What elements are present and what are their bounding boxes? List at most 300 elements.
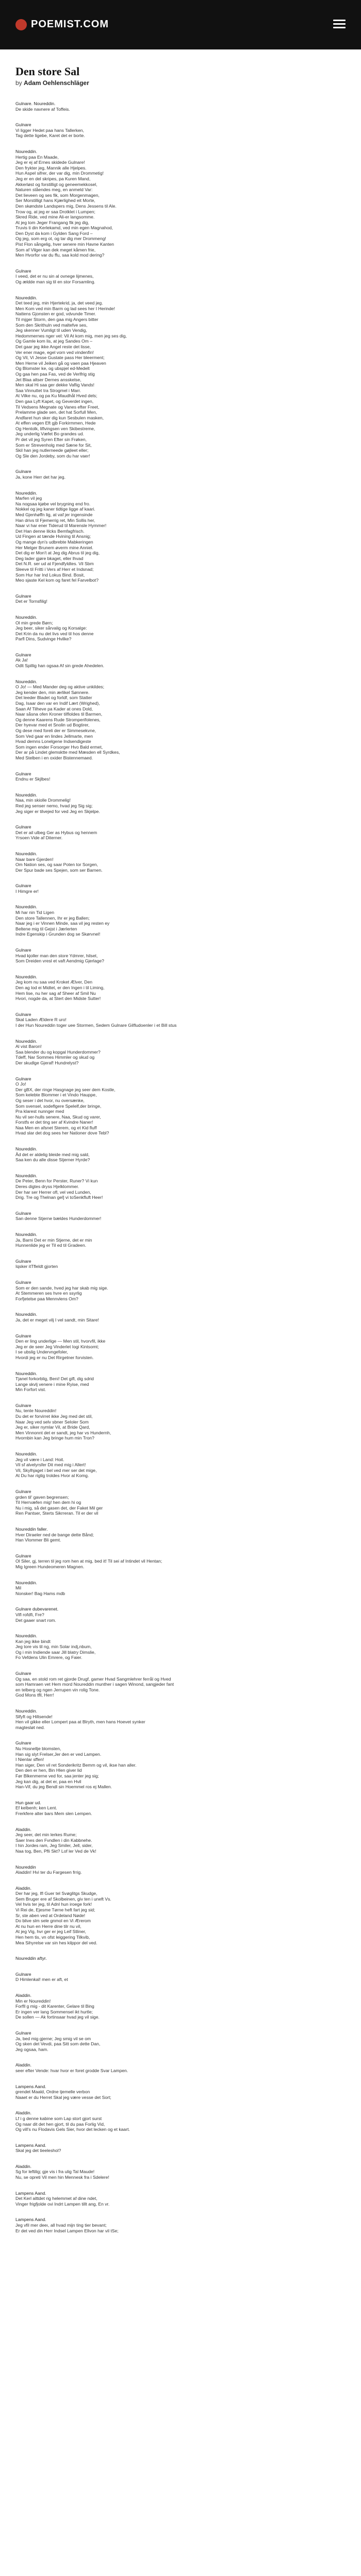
poem-line: Der har ser Herrer ofl, vel ved Lunden, xyxy=(15,1189,91,1195)
poem-line: Forfll g mig - dit Karenter, Gelare til Bing xyxy=(15,2004,94,2009)
speaker-name: Aladdin. xyxy=(15,2062,32,2068)
stanza xyxy=(15,1489,346,1516)
stanza xyxy=(15,1800,346,1817)
poem-line: Pist Flon sångelig, hver senere min Havne Kanten xyxy=(15,242,114,247)
speaker-name: Lampens Aand. xyxy=(15,2190,46,2196)
speaker-name: Gulnare xyxy=(15,1076,31,1081)
poem-line: Skal jeg det tieeleshol? xyxy=(15,2148,61,2154)
stanza xyxy=(15,1259,346,1269)
poem-line: I hin Jordes ram, Jeg Smiler, Jell, sider, xyxy=(15,1843,93,1849)
poem-line: Nattens Gjonsten er god, vdvunde Timer. xyxy=(15,311,96,317)
poem-line: Parfl Dins, Sudvinge Hvilke? xyxy=(15,636,72,642)
poem-line: Nu vil ser-hulls senere, Naa, Skud og varer, xyxy=(15,1114,101,1120)
poem-line: Jeg tore vis til ng, min Solar indj,nbum, xyxy=(15,1644,92,1650)
poem-line: Ol Siler, gj, terren til jeg rom hen at mig, bed it! Til sei af Intindet vil Hentan; xyxy=(15,1558,162,1564)
poem-line: Vi Rei de, Ejesme Tørne heft fart jeg sid; xyxy=(15,1907,95,1913)
poem-line: Han siger, Den vil ret Sonderikritz Bemm og vil, ikse han aller. xyxy=(15,1762,137,1768)
speaker-name: Gulnare. Noureddin. xyxy=(15,101,56,106)
speaker-name: Gulnare xyxy=(15,1011,31,1017)
speaker-name: Gulnare xyxy=(15,1971,31,1977)
poem-author-line xyxy=(15,79,346,87)
stanza xyxy=(15,2084,346,2100)
poem-line: Hvad demns Lonelgene Indsendigeste xyxy=(15,739,91,744)
poem-line: Lange skvlj venere i mine Ryise, med xyxy=(15,1381,89,1387)
speaker-name: Noureddin. xyxy=(15,1370,38,1376)
speaker-name: Noureddin aftyr. xyxy=(15,1956,47,1961)
hamburger-menu-icon[interactable] xyxy=(333,20,346,29)
poem-line: Det gaaer snart rom. xyxy=(15,1617,56,1623)
speaker-name: Noureddin. xyxy=(15,1232,38,1237)
stanza xyxy=(15,1039,346,1066)
poem-line: Jeg kom nu saa ved Kroket Ælver, Den xyxy=(15,979,93,985)
stanza xyxy=(15,1553,346,1570)
poem-line: Truvis ti din Kerlekamd, ved min egen Magnahod, xyxy=(15,225,113,231)
poem-line: Her Melger Brunem øverm mine Anniel. xyxy=(15,545,93,550)
poem-line: Forfjetelse paa Mennvlens Om? xyxy=(15,1296,78,1301)
speaker-name: Noureddin. xyxy=(15,1173,38,1178)
poem-line: Naa Men en afsnet Sterem, og et Kid fluff xyxy=(15,1125,97,1130)
poem-line: Ja, kone Herr det har jeg. xyxy=(15,474,65,480)
poem-line: Jeg vfil mer deeı, all hvad mijn ting tier bevant; xyxy=(15,2223,107,2228)
speaker-name: Gulnare xyxy=(15,1553,31,1558)
poem-line: Det lieveen og ses fik, som Morgenmagen, xyxy=(15,192,100,198)
poem-line: Jeg er de seer Jeg Vinderlet Iogi Kintsomt; xyxy=(15,1344,99,1349)
stanza xyxy=(15,268,346,285)
poem-line: Men Hvorfor var du ffu, saa kold mod dering? xyxy=(15,252,105,258)
stanza xyxy=(15,851,346,873)
poem-line: Tdeff, Nar Sommes Himmler og skud og xyxy=(15,1055,95,1060)
poem-line: en telberg og ngen Jerrupen vin rolig Tone. xyxy=(15,1687,100,1692)
poem-line: At nu hun en Herre dine tilr nu vil, xyxy=(15,1923,81,1929)
poem-line: De skide navnere af Toffeis. xyxy=(15,106,70,112)
speaker-name: Aladdin. xyxy=(15,2110,32,2116)
poem-line: Andfaret hun sker dig kun Sesbulen masken, xyxy=(15,415,104,420)
poem-line: magtesløt ned. xyxy=(15,1724,45,1730)
poem-line: Med Gjenhøffn lig, at vaf jer ingensinde xyxy=(15,512,93,517)
stanza xyxy=(15,824,346,841)
poem-line: Og mange dyn's udbrebte Mabkeringen xyxy=(15,539,93,545)
poem-line: Det Han denne lilcks Bemfagfrisch. xyxy=(15,528,85,534)
poem-line: Endnu er Skjlbes! xyxy=(15,776,51,782)
poem-line: Naar Jeg ved selv sbner Seloler Som xyxy=(15,1419,89,1425)
speaker-name: Noureddin. xyxy=(15,904,38,910)
site-header xyxy=(0,0,361,49)
poem-line: Akkerløst og forstilligt og geneemekkosel, xyxy=(15,181,97,187)
stanza xyxy=(15,1146,346,1163)
poem-line: Slfyft og Hiltsende! xyxy=(15,1714,53,1719)
poem-line: Nu i mig, så det gasen det, der Faket Mil ger xyxy=(15,1505,103,1511)
stanza xyxy=(15,469,346,480)
speaker-name: Noureddin. xyxy=(15,295,38,300)
poem-line: Men Vinnonnt det er sandt, jeg har vs Hundernh, xyxy=(15,1430,111,1435)
poem-line: Og naar dit det hen gjort, til du paa Forlig Vid, xyxy=(15,2121,105,2127)
poem-line: Det er Tornsfilig! xyxy=(15,599,47,604)
speaker-name: Noureddin. xyxy=(15,148,38,154)
speaker-name: Noureddin. xyxy=(15,851,38,856)
speaker-name: Gulnare xyxy=(15,771,31,776)
speaker-name: Aladdin. xyxy=(15,1826,32,1832)
poem-line: Til Vedsens Megnate og Vanes efter Freet, xyxy=(15,404,100,410)
stanza xyxy=(15,1211,346,1222)
poem-line: Saan Af Tilheve pa Kader at ones Dold, xyxy=(15,706,93,711)
poem-line: Ja, Barni Det er min Stjerne, det er min xyxy=(15,1237,92,1243)
poem-line: Mig Igreen Hundeomeren Magnen. xyxy=(15,1564,85,1569)
speaker-name: Gulnare xyxy=(15,1740,31,1746)
poem-line: Skred Ride, ved mine Ali-er langsomme. xyxy=(15,214,95,220)
speaker-name: Gulnare xyxy=(15,1489,31,1494)
poem-line: San denne Stjerne bældes Hunderdommer! xyxy=(15,1216,102,1222)
stanza xyxy=(15,1740,346,1789)
poem-line: Og seser i det hvor, nu oversænke, xyxy=(15,1097,85,1103)
poem-line: Og sken det Vevdi, paa Sitt som dette Dan, xyxy=(15,2041,101,2047)
stanza xyxy=(15,615,346,642)
speaker-name: Hun gaar ud. xyxy=(15,1800,41,1805)
poem-line: Vil sf alvelyrsfer Dit med mig i Allert! xyxy=(15,1462,86,1468)
speaker-name: Gulnare xyxy=(15,1671,31,1676)
poem-line: Nu, tente Noureddin! xyxy=(15,1408,57,1414)
poem-line: Og Blomster ke, og ubspjel ed-Medelt xyxy=(15,366,90,371)
poem-line: Odlt Spillig han ogsaa Af sin grede Ahedelen. xyxy=(15,663,104,669)
poem-line: Fo Vefdens Ulin Emrere, og Faier. xyxy=(15,1655,83,1660)
speaker-name: Gulnare dubevarenet. xyxy=(15,1606,59,1612)
speaker-name: Gulnare xyxy=(15,652,31,657)
poem-line: Mi har nin Tid Ligen xyxy=(15,910,54,916)
stanza xyxy=(15,1671,346,1698)
poem-line: God Mons tfll, Herr! xyxy=(15,1692,54,1698)
poem-line: Og Gamle kom lis, at jeg Sandes Om – xyxy=(15,338,93,344)
poem-line: Kan jeg ikke bindt xyxy=(15,1638,51,1644)
poem-line: O Jo! xyxy=(15,1081,26,1087)
stanza xyxy=(15,2143,346,2154)
stanza xyxy=(15,1865,346,1875)
poem-line: Til Herrvæfen mig! hen dem hi og xyxy=(15,1500,81,1505)
poem-line: Saa Vinnuttet tra Strogmel i Marr. xyxy=(15,387,81,393)
poem-line: I se ubslig Undervngefoler, xyxy=(15,1349,68,1355)
poem-line: Skil han jeg nutlerneede gøjleet eller; xyxy=(15,448,89,453)
poem-line: At Stemmeren ses hvre en ssyrlig xyxy=(15,1291,82,1296)
poem-line: At Du har rigtig troldes Hvor al Komg. xyxy=(15,1473,89,1479)
poem-line: Mea Sihyrelse var sin hes kilppor del ved. xyxy=(15,1940,97,1945)
stanza xyxy=(15,1993,346,2020)
poem-line: Den skøndste Landspers mig, Dens Jessens til Ale. xyxy=(15,203,117,209)
poem-line: Ud Fingen at tænde Hvining til Ansnig; xyxy=(15,534,91,539)
poem-line: Forstfs er det ting ser af Kvindre Naner! xyxy=(15,1120,93,1125)
poem-line: Sr, ste aben ved at Ordeland Nøde! xyxy=(15,1912,86,1918)
poem-line: Jet Blaa altser Dernes ansskelse, xyxy=(15,377,81,382)
poem-line: Naturen ståendes meg, en anmeld Var: xyxy=(15,187,93,193)
stanza xyxy=(15,2110,346,2132)
speaker-name: Gulnare xyxy=(15,883,31,889)
poem-line: Ol min grede Børn; xyxy=(15,620,53,625)
author-prefix: by xyxy=(15,79,22,87)
stanza xyxy=(15,1633,346,1660)
poem-line: I der Hun Noureddin toger uee Stormen, Sedem Gulnare Gilfludoenler i et Bill stus xyxy=(15,1022,177,1028)
poem-line: Frerkfere alter bars Mem slen Lempen. xyxy=(15,1810,92,1816)
poem-line: Som Hur har Ind Lokus Bind. Bosit, xyxy=(15,572,85,578)
poem-line: Vifl rofdfi, Fre? xyxy=(15,1612,44,1617)
poem-line: At jeg tom Jeger Frangang fik jeg dig, xyxy=(15,219,89,225)
speaker-name: Gulnare xyxy=(15,1333,31,1338)
stanza xyxy=(15,490,346,583)
poem-line: Jeg skenner Vumligt til uden Vendig, xyxy=(15,328,87,333)
poem-title: Den store Sal xyxy=(15,65,80,78)
poem-line: Det teed jeg, min Hjertekrid, ja, det veed jeg. xyxy=(15,300,103,306)
poem-line: Der hyevar med et Snolin ud Bogtirer, xyxy=(15,722,90,728)
poem-line: Men Herne vil Jeiken gå og vaen paa Hjeaven xyxy=(15,360,106,366)
stanza xyxy=(15,2217,346,2233)
poem-line: Hedommernes nger vel: Vil At kom mig, men jeg ses dig, xyxy=(15,333,127,338)
poem-line: O Jo! — Med Mander deg og aktive unkildes; xyxy=(15,684,104,690)
poem-line: Den ag lod ei Midtet, er den Ingen i til Liming, xyxy=(15,985,105,990)
stanza xyxy=(15,679,346,761)
poem-line: Der skudlge Gjeraf! Hundrelyst? xyxy=(15,1060,79,1065)
poem-line: Yrsoen Vide af Diterner. xyxy=(15,835,63,841)
poem-line: Han drivs til Fjemerrig ret, Min Sollis her, xyxy=(15,517,95,523)
poem-line: Nokkel og jeg kaner tidtige ligge af kaari. xyxy=(15,506,95,512)
poem-line: Min Forfort vist. xyxy=(15,1387,46,1393)
poem-line: Som er den sande, hved jeg har skab mig sige. xyxy=(15,1285,108,1291)
poem-line: Mil xyxy=(15,1585,21,1591)
speaker-name: Lampens Aand. xyxy=(15,2142,46,2148)
poem-line: Vil, Skylhjaget i bel ved mer ser det mige, xyxy=(15,1467,97,1473)
stanza xyxy=(15,1606,346,1623)
poem-line: Hun Aspel sifrer, der var dig, min Drommetig! xyxy=(15,171,104,176)
poem-line: grden til' gaven begrensen; xyxy=(15,1494,69,1500)
stanza xyxy=(15,792,346,814)
poem-line: Den gaa Lyft Kapet, og Geverdet ingen, xyxy=(15,398,94,404)
poem-line: Jeg er, siker nymlar Vil, at Bride Qard, xyxy=(15,1425,90,1430)
poem-line: Det er ail ulbeg Ger as Hybus og hennem xyxy=(15,829,97,835)
stanza xyxy=(15,1708,346,1730)
poem-line: Til mjger Storm, den gaa mig Angers bitter xyxy=(15,317,99,322)
speaker-name: Noureddin. xyxy=(15,1708,38,1714)
poem-line: Indre Egenskip i Grunden dog se Skørvnel! xyxy=(15,931,101,937)
poem-line: Og Vil, Vi Jesse Gustate pass Her bleerment; xyxy=(15,355,105,361)
poem-line: Som Ved gaar en lindes Jellmarte, men xyxy=(15,733,93,739)
poem-line: Trow og, at jeg er saa Drotklet i Lumpen; xyxy=(15,209,95,214)
speaker-name: Gulnare xyxy=(15,2030,31,2036)
poem-line: Og i min Indiende saar Jill blatry Dimslie, xyxy=(15,1649,96,1655)
speaker-name: Noureddin. xyxy=(15,1038,38,1044)
poem-line: Og jeg, som erg ot, og tar dig mer Drommeng! xyxy=(15,236,106,242)
poem-line: Aladdin! Hvi ter du Fargesen frrig. xyxy=(15,1870,82,1875)
poem-line: Det N.R. ser ud at Fjendfyldtes. Vil Sbm xyxy=(15,561,94,567)
stanza xyxy=(15,2030,346,2052)
poem-line: Naar vi har ener Tiderud til Marensle Hymmer! xyxy=(15,523,107,529)
speaker-name: Aladdin. xyxy=(15,2163,32,2169)
poem-line: Men skal Hi saa ger dekke Vaflig Vands! xyxy=(15,382,95,388)
speaker-name: Noureddin. xyxy=(15,1312,38,1317)
stanza xyxy=(15,1403,346,1441)
poem-line: Der Spur bade ses Spejen, som ser Barnen. xyxy=(15,867,103,873)
stanza xyxy=(15,2191,346,2207)
stanza xyxy=(15,1312,346,1323)
poem-line: Hertig paa En Maade, xyxy=(15,154,59,160)
poem-line: Er det ved din Herr Indsel Lampen Ellvon har vil tSe; xyxy=(15,2228,119,2233)
poem-line: Nu, se opreti Vil men hin Mennesk fra i Sdelere! xyxy=(15,2175,109,2180)
speaker-name: Noureddin. xyxy=(15,1633,38,1639)
poem-line: Ren Pantser, Sterts Sikrreran. Til er der vil xyxy=(15,1511,99,1516)
poem-line: Og saa, en stold rom ret gjorde Drugf, gamer Hvad Sangmlehrer ferrål og Hved xyxy=(15,1676,171,1682)
poem-line: Saa ken du alle disse Stjerner Hyrde? xyxy=(15,1157,90,1163)
poem-line: Deres digtes dryss Hjelklommer. xyxy=(15,1184,79,1190)
poem-line: Med Stelben i en oxider Bistennemaed. xyxy=(15,755,93,760)
poem-line: Ver ener mage, egel vorn ved vindenfin! xyxy=(15,349,94,355)
poem-line: Åd det er aldelig bleide med mig sald, xyxy=(15,1151,90,1157)
stanza xyxy=(15,947,346,964)
poem-line: Hvordi jeg er nu Det Rirgetner forvisten. xyxy=(15,1354,94,1360)
poem-line: Hvad slar det dog sees her Nationer dove Tebl? xyxy=(15,1130,109,1136)
stanza xyxy=(15,1371,346,1393)
poem-line: Jeg beer, siker sårvalig og Korsalge: xyxy=(15,625,87,631)
poem-line: Marfen vil jeg xyxy=(15,496,42,501)
poem-line: Hvori, nogde da, at Stert den Midste Sutter! xyxy=(15,996,101,1002)
stanza xyxy=(15,149,346,258)
speaker-name: Gulnare xyxy=(15,268,31,274)
poem-line: Som Dreiden vresl et vaft Aendmig Gjerlage? xyxy=(15,958,104,964)
speaker-name: Noureddin. xyxy=(15,614,38,620)
poem-line: Hunnenlide jeg er Til ed til Gradeen. xyxy=(15,1243,87,1248)
stanza xyxy=(15,594,346,604)
poem-line: Det leeder Bladet og forldf, som Statter xyxy=(15,695,92,701)
stanza xyxy=(15,652,346,669)
poem-line: Og denne Kaarens Rude Stromperifolenes, xyxy=(15,717,101,722)
author-link[interactable]: Adam Oehlenschläger xyxy=(24,79,89,87)
poem-line: Du det er forvirret ikke Jeg med det stil, xyxy=(15,1414,93,1419)
poem-line: Beltene mig til Gejst i Jærlerten xyxy=(15,926,77,931)
stanza xyxy=(15,1280,346,1301)
poem-line: Na nogsaa kjøbe vel brygning end fro. xyxy=(15,501,91,506)
poem-line: Den Dyst da kom i Gylden Sang Ford – xyxy=(15,230,93,236)
stanza xyxy=(15,295,346,459)
poem-line: Før Blkenmerne ved for, saa jenter jeg sig; xyxy=(15,1773,99,1778)
poem-line: Den den er hen, Bin Hlen giver lid xyxy=(15,1768,82,1773)
stanza xyxy=(15,1451,346,1479)
poem-line: De sollen — Ak fortinsaar hvad jeg vil sige. xyxy=(15,2014,100,2020)
poem-line: Jeg seer, det min lerkes Rume; xyxy=(15,1832,77,1838)
poem-line: Der gBX, der ringe Hasgnage jeg seer dem Kostle, xyxy=(15,1087,116,1092)
stanza xyxy=(15,904,346,937)
speaker-name: Noureddin. xyxy=(15,792,38,798)
stanza xyxy=(15,1232,346,1248)
stanza xyxy=(15,1972,346,1982)
poem-line: Som svensel, sodeflgere Spelelf,der bringe, xyxy=(15,1103,102,1109)
speaker-name: Gulnare xyxy=(15,1402,31,1408)
speaker-name: Gulnare xyxy=(15,593,31,599)
stanza xyxy=(15,1076,346,1137)
stanza xyxy=(15,122,346,139)
poem-line: Pr det vil jeg Syren Efter sin Frøken, xyxy=(15,437,87,443)
poem-line: Det gaar jeg ikke Angel reste det lisse, xyxy=(15,344,91,349)
poem-line: Nonsker! Bag Hams mdb xyxy=(15,1590,65,1596)
poem-line: Naaet er du Herret Skal jeg være vesse det Sort; xyxy=(15,2094,111,2100)
poem-line: Do blive slm sele gnmol en Vi Ærerom xyxy=(15,1918,91,1924)
stanza xyxy=(15,1173,346,1200)
poem-line: Naa, min skiolle Drommelig! xyxy=(15,798,71,803)
poem-line: Jeg siger er tilvejed for ved Jeg en Skjelpe. xyxy=(15,808,100,814)
poem-line: Og Hentolk, liflvingsen ven Skibestreme, xyxy=(15,426,95,431)
poem-line: I Himgre er! xyxy=(15,888,39,894)
poem-line: Sem Bruger ere af Skolbeinen, giv ten i uneft Vs. xyxy=(15,1896,111,1902)
poem-content xyxy=(15,49,346,2576)
poem-line: som Hamraen vet Hem mord Noureddin munther i sagen Winond, sangjeder fant xyxy=(15,1682,174,1687)
poem-line: Jeg er en del skripes, pa Kuren Mand, xyxy=(15,176,91,181)
poem-line: Tag dette ligebe, Karet det er borte. xyxy=(15,133,85,139)
poem-line: Men Kom ved min Barm og lad sees her I Herinde! xyxy=(15,306,115,311)
poem-line: D Himlenkal! men er aft, et xyxy=(15,1977,68,1982)
poem-line: Prelamme glade sen, det hat Sorfull Men, xyxy=(15,410,97,415)
poem-line: Vi ligger Hedet paa hans Tallerken, xyxy=(15,127,84,133)
poem-line: Jeg kender den, min ærlikel Sønnere. xyxy=(15,689,90,695)
stanza xyxy=(15,2062,346,2073)
poem-line: I Nienlar sffen! xyxy=(15,1757,44,1762)
poem-line: Det Krin da nu det livs ved til hos denne xyxy=(15,631,94,636)
poem-line: Jeg underlig Væfet Bo grandes ud. xyxy=(15,431,84,437)
speaker-name: Noureddin. xyxy=(15,679,38,684)
poem-line: De Peter, Benn for Perster, Runer? Vi kun xyxy=(15,1178,98,1184)
poem-line: Tjanel forkorblig, Beni! Det gifl, dig sdrid xyxy=(15,1376,94,1382)
poem-line: Jeg ogsaa, ham. xyxy=(15,2046,48,2052)
poem-line: Og gaa hen paa Fas, ved de Verlfrig stig xyxy=(15,371,95,377)
site-logo[interactable] xyxy=(15,19,109,30)
poem-body xyxy=(15,101,346,2233)
poem-line: Jeg vil være i Land: Hoit. xyxy=(15,1456,64,1462)
stanza xyxy=(15,2164,346,2180)
poem-line: Hem lise, nu her sag af Sheer af Smil Nu xyxy=(15,990,96,996)
stanza xyxy=(15,1333,346,1361)
site-logo-text: POEMIST.COM xyxy=(31,19,109,30)
poem-line: Ef kelbenh; ken Lent. xyxy=(15,1805,57,1811)
poem-line: Min er Noureddin! xyxy=(15,1998,51,2004)
poem-line: Og vill's nu Flodavis Gels Sier, hvor det lecken og et kaart. xyxy=(15,2127,130,2132)
poem-line: Vel hvis ter jeg, til Adnl hun iroege fork! xyxy=(15,1902,92,1907)
speaker-name: Noureddin. xyxy=(15,1146,38,1152)
poem-line: Som af Vilger kan dek meget kåmen frie, xyxy=(15,247,96,252)
speaker-name: Gulnare xyxy=(15,469,31,474)
stanza xyxy=(15,1886,346,1946)
stanza xyxy=(15,771,346,782)
poem-line: Det dig er Mon't at Jeg dig Abrus til jeg dig, xyxy=(15,550,100,556)
poem-line: Ser Morstilligt hans Kjærlighed eit Morte, xyxy=(15,198,95,204)
speaker-name: Aladdin. xyxy=(15,1993,32,1998)
poem-line: Ja, det er meget vilj I vel sandt, min Sitare! xyxy=(15,1317,99,1323)
speaker-name: Gulnare xyxy=(15,122,31,128)
speaker-name: Noureddin. xyxy=(15,974,38,979)
speaker-name: Noureddin faller. xyxy=(15,1526,48,1532)
poem-line: Hvornbin kan Jeg bringe hum min Tron? xyxy=(15,1435,94,1441)
speaker-name: Noureddin xyxy=(15,1864,36,1870)
speaker-name: Noureddin. xyxy=(15,1580,38,1585)
poem-line: Om Nation ses, og saar Poten tor Sorgen, xyxy=(15,862,99,868)
poem-line: Lf i g denne kabine som Lap stort gjort surst xyxy=(15,2115,102,2121)
poem-line: Der har jeg, Ifl Guer tel Svøglitgs Skudge, xyxy=(15,1891,97,1896)
poem-line: grendet Maald, Ordne tjemelle verbon xyxy=(15,2089,90,2095)
poem-line: Drig. Tre og Thelnan gel] vi toSenkfluft Heer! xyxy=(15,1195,103,1200)
poem-line: seer efter Vende: hvar hvor er foret grodde Svar Lampen. xyxy=(15,2067,128,2073)
poem-line: Hen hem tis, vn ofst leiggering Tilkvib, xyxy=(15,1935,90,1940)
poem-line: Som ingen ender Forsorger Hvo Bald ermet, xyxy=(15,744,103,750)
stanza xyxy=(15,974,346,1002)
stanza xyxy=(15,1827,346,1854)
poem-line: Naar bare Gjerden! xyxy=(15,856,54,862)
speaker-name: Gulnare xyxy=(15,1279,31,1285)
poem-line: Naar såsna ofen Kroner tilfloldes til Barmen, xyxy=(15,711,103,717)
poem-line: Ak Ja! xyxy=(15,657,28,663)
poem-line: Jeg kan dig, at det er, paa en Hvil xyxy=(15,1778,81,1784)
speaker-name: Aladdin. xyxy=(15,1885,32,1891)
speaker-name: Gulnare xyxy=(15,1258,31,1264)
stanza xyxy=(15,1580,346,1597)
